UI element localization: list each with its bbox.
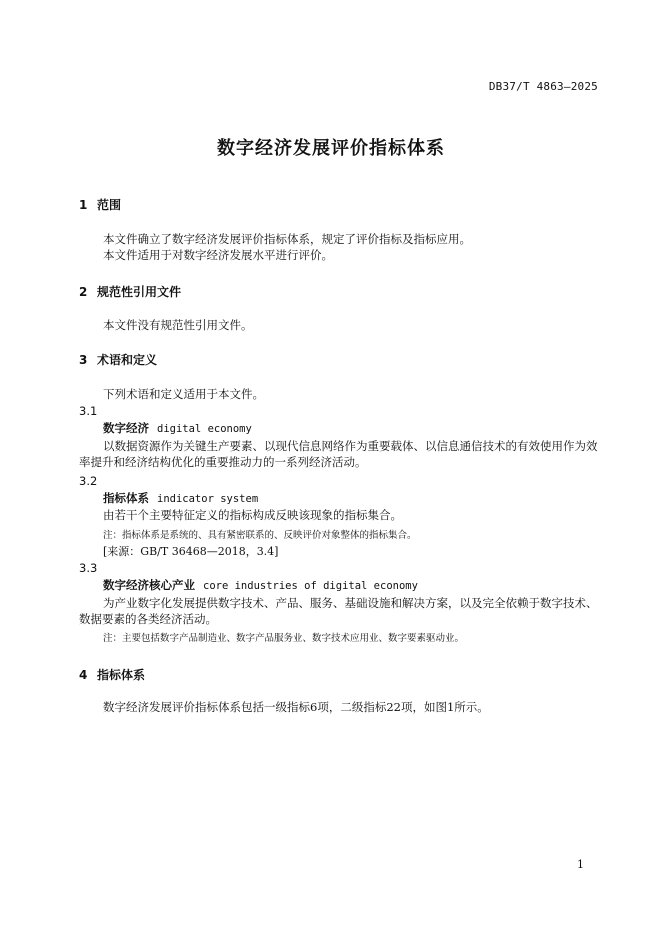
clause-number: 3.3: [79, 561, 98, 575]
section-heading-normative-references: [79, 283, 181, 300]
term-note: 注：主要包括数字产品制造业、数字产品服务业、数字技术应用业、数字要素驱动业。: [103, 633, 465, 644]
section-heading-scope: [79, 196, 121, 213]
term-en: digital economy: [157, 423, 252, 435]
document-id: DB37/T 4863—2025: [488, 80, 598, 93]
term-zh: 数字经济: [103, 421, 149, 435]
paragraph: 本文件确立了数字经济发展评价指标体系，规定了评价指标及指标应用。: [103, 232, 471, 246]
term-definition: 以数据资源作为关键生产要素、以现代信息网络作为重要载体、以信息通信技术的有效使用作为效率提升和经济结构优化的重要推动力的一系列经济活动。: [79, 439, 598, 469]
section-title: 指标体系: [97, 668, 146, 682]
paragraph: 下列术语和定义适用于本文件。: [103, 387, 264, 401]
term-en: indicator system: [157, 493, 259, 505]
section-title: 范围: [97, 198, 122, 212]
term-entry: [103, 490, 258, 506]
term-definition: 为产业数字化发展提供数字技术、产品、服务、基础设施和解决方案，以及完全依赖于数字技术、数据要素的各类经济活动。: [79, 596, 598, 626]
clause-number: 3.1: [79, 404, 98, 418]
section-heading-indicator-system: [79, 666, 145, 683]
section-title: 术语和定义: [97, 353, 158, 367]
paragraph: 本文件适用于对数字经济发展水平进行评价。: [103, 248, 333, 262]
term-zh: 数字经济核心产业: [103, 578, 195, 592]
paragraph: 本文件没有规范性引用文件。: [103, 318, 253, 332]
term-entry: [103, 420, 252, 436]
term-note: 注：指标体系是系统的、具有紧密联系的、反映评价对象整体的指标集合。: [103, 530, 417, 541]
clause-number: 3.2: [79, 474, 98, 488]
section-number: 2: [79, 285, 88, 299]
term-definition: 由若干个主要特征定义的指标构成反映该现象的指标集合。: [103, 508, 402, 522]
term-entry: [103, 577, 418, 593]
section-number: 1: [79, 198, 88, 212]
page-title: 数字经济发展评价指标体系: [217, 138, 445, 159]
page-number: 1: [577, 858, 584, 871]
section-title: 规范性引用文件: [97, 285, 182, 299]
section-number: 4: [79, 668, 88, 682]
paragraph: 数字经济发展评价指标体系包括一级指标6项，二级指标22项，如图1所示。: [103, 700, 489, 714]
section-number: 3: [79, 353, 88, 367]
term-source: [来源：GB/T 36468—2018，3.4]: [103, 545, 279, 558]
term-zh: 指标体系: [103, 491, 149, 505]
section-heading-terms: [79, 351, 157, 368]
term-en: core industries of digital economy: [203, 580, 418, 592]
